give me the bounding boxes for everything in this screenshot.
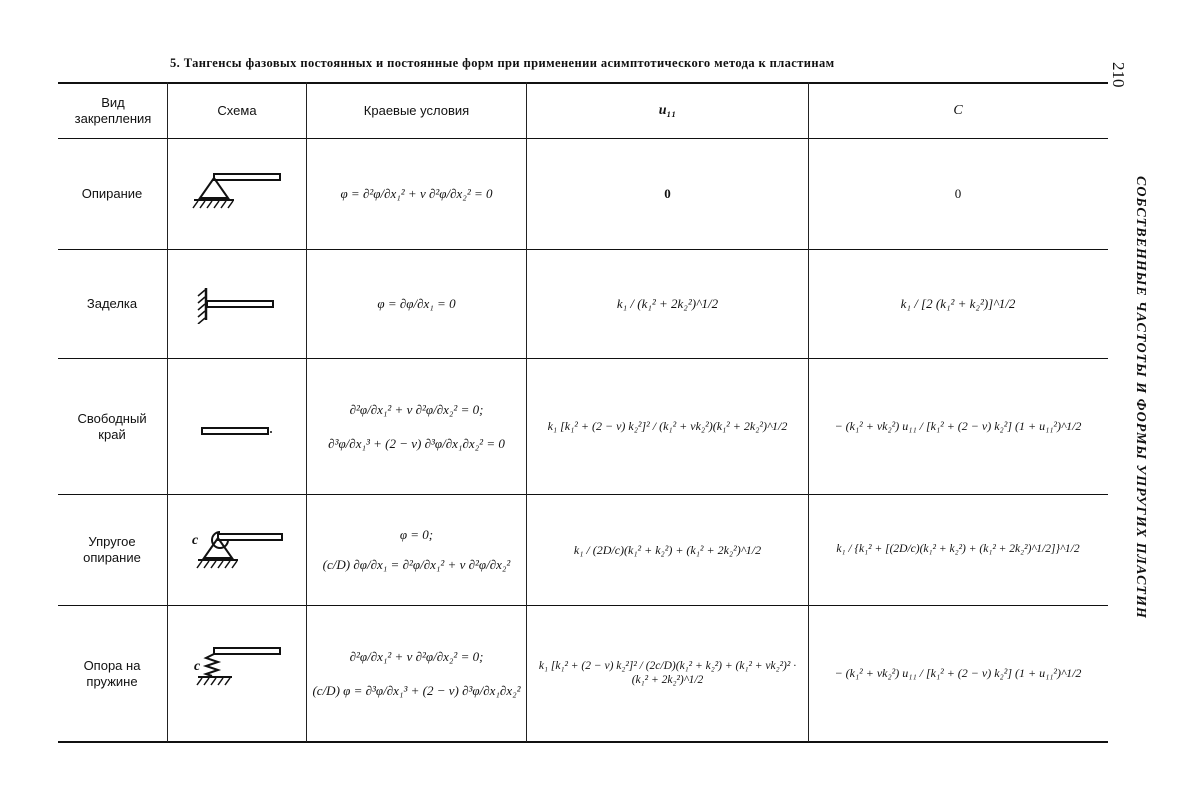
u11-value: k₁ / (2D/c)(k₁² + k₂²) + (k₁² + 2k₂²)^1/2 bbox=[573, 542, 762, 557]
c-value: k₁ / [2 (k₁² + k₂²)]^1/2 bbox=[900, 296, 1016, 312]
c-value: k₁ / {k₁² + [(2D/c)(k₁² + k₂²) + (k₁² + 2k₂²)^1/2]}^1/2 bbox=[836, 543, 1080, 556]
col-divider bbox=[167, 82, 168, 742]
rule-bottom bbox=[58, 741, 1108, 743]
boundary-conditions bbox=[307, 360, 526, 493]
row-mount-label: Упругое опирание bbox=[83, 534, 141, 565]
boundary-conditions bbox=[307, 496, 526, 604]
rule-top bbox=[58, 82, 1108, 84]
row-mount-label: Опора на пружине bbox=[83, 657, 141, 689]
header-conditions: Краевые условия bbox=[363, 103, 470, 119]
clamped-support-icon bbox=[192, 284, 282, 324]
c-value: 0 bbox=[954, 186, 962, 202]
u11-value: 0 bbox=[664, 186, 671, 202]
page-number: 210 bbox=[1109, 62, 1128, 88]
c-value: − (k₁² + νk₂²) u₁₁ / [k₁² + (2 − ν) k₂²] (1 + u₁₁²)^1/2 bbox=[834, 419, 1082, 434]
table-title: 5. Тангенсы фазовых постоянных и постоянные форм при применении асимптотического метода к пластинам bbox=[170, 56, 835, 70]
c-value: − (k₁² + νk₂²) u₁₁ / [k₁² + (2 − ν) k₂²] (1 + u₁₁²)^1/2 bbox=[834, 666, 1082, 681]
header-c: C bbox=[953, 102, 963, 118]
condition-line: ∂³φ/∂x₁³ + (2 − ν) ∂³φ/∂x₁∂x₂² = 0 bbox=[328, 435, 505, 451]
svg-text:c: c bbox=[194, 659, 201, 674]
condition-line: φ = 0; bbox=[399, 527, 434, 543]
condition-line: ∂²φ/∂x₁² + ν ∂²φ/∂x₂² = 0; bbox=[349, 401, 484, 417]
row-mount-label: Заделка bbox=[86, 296, 138, 312]
spring-support-icon bbox=[192, 640, 292, 690]
rule-row1 bbox=[58, 249, 1108, 250]
svg-text:c: c bbox=[192, 533, 199, 548]
row-mount-label: Свободный край bbox=[77, 410, 147, 442]
condition-line: ∂²φ/∂x₁² + ν ∂²φ/∂x₂² = 0; bbox=[349, 648, 484, 664]
header-u11: u₁₁ bbox=[658, 102, 677, 118]
row-mount-label: Опирание bbox=[81, 186, 143, 202]
boundary-condition: φ = ∂²φ/∂x₁² + ν ∂²φ/∂x₂² = 0 bbox=[340, 186, 493, 202]
rule-row2 bbox=[58, 358, 1108, 359]
u11-value: k₁ [k₁² + (2 − ν) k₂²]² / (2c/D)(k₁² + k₂²) + (k₁² + νk₂²)² · (k₁² + 2k₂²)^1/2 bbox=[538, 659, 797, 686]
pinned-support-icon bbox=[190, 168, 290, 216]
boundary-conditions bbox=[307, 607, 526, 740]
rule-row4 bbox=[58, 605, 1108, 606]
boundary-condition: φ = ∂φ/∂x₁ = 0 bbox=[377, 296, 456, 312]
header-scheme: Схема bbox=[217, 103, 257, 119]
u11-value: k₁ / (k₁² + 2k₂²)^1/2 bbox=[616, 296, 719, 312]
elastic-hinge-support-icon bbox=[190, 524, 290, 574]
header-mount: Вид закрепления bbox=[74, 95, 152, 126]
running-head: СОБСТВЕННЫЕ ЧАСТОТЫ И ФОРМЫ УПРУГИХ ПЛАСТИН bbox=[1133, 176, 1148, 619]
u11-value: k₁ [k₁² + (2 − ν) k₂²]² / (k₁² + νk₂²)(k₁² + 2k₂²)^1/2 bbox=[547, 419, 788, 434]
rule-row3 bbox=[58, 494, 1108, 495]
rule-header bbox=[58, 138, 1108, 139]
condition-line: (c/D) ∂φ/∂x₁ = ∂²φ/∂x₁² + ν ∂²φ/∂x₂² bbox=[322, 557, 511, 572]
free-edge-icon bbox=[198, 423, 278, 439]
condition-line: (c/D) φ = ∂³φ/∂x₁³ + (2 − ν) ∂³φ/∂x₁∂x₂² bbox=[312, 682, 521, 698]
